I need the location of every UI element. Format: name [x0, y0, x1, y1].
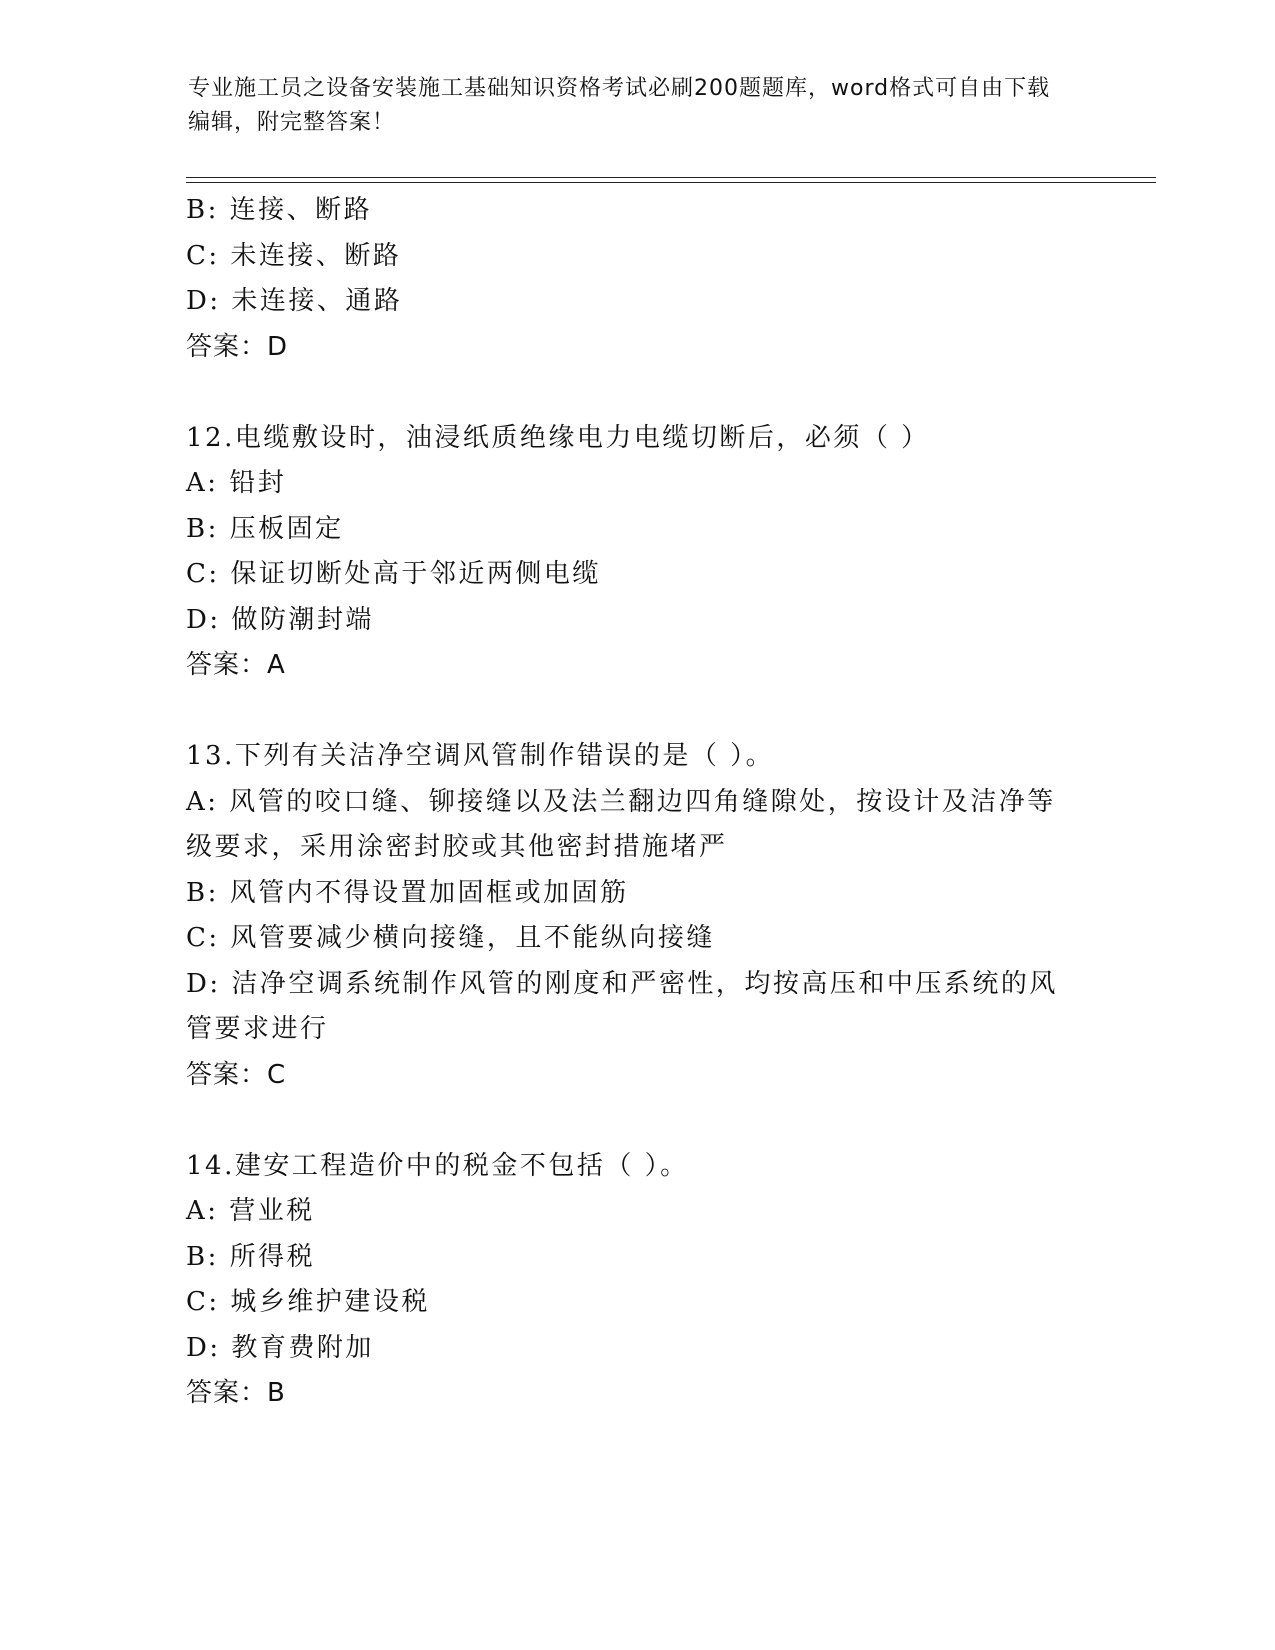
option-b: B: 压板固定	[186, 513, 344, 544]
option-a: A: 铅封	[186, 468, 287, 498]
option-c: C: 风管要减少横向接缝，且不能纵向接缝	[186, 923, 715, 953]
document-header: 专业施工员之设备安装施工基础知识资格考试必刷200题题库，word格式可自由下载编辑，附完整答案！	[188, 76, 1051, 135]
option-c: C: 保证切断处高于邻近两侧电缆	[186, 559, 601, 589]
header-rule-top	[186, 177, 1156, 178]
question-stem: 12.电缆敷设时，油浸纸质绝缘电力电缆切断后，必须（ ）	[186, 422, 930, 453]
option-c: C: 城乡维护建设税	[186, 1287, 430, 1317]
spacer	[186, 1098, 1076, 1144]
question-stem: 14.建安工程造价中的税金不包括（ ）。	[186, 1150, 689, 1181]
option-b: B: 风管内不得设置加固框或加固筋	[186, 877, 629, 908]
question-stem: 13.下列有关洁净空调风管制作错误的是（ ）。	[186, 741, 775, 771]
answer-line: 答案：A	[186, 650, 286, 680]
option-c: C: 未连接、断路	[186, 240, 402, 271]
document-body	[186, 188, 1076, 1417]
question-12	[186, 416, 1076, 689]
option-d: D: 教育费附加	[186, 1332, 374, 1363]
question-13	[186, 734, 1076, 1098]
header-rule-bottom	[186, 182, 1156, 183]
question-11-continuation	[186, 188, 1076, 370]
option-a: A: 风管的咬口缝、铆接缝以及法兰翻边四角缝隙处，按设计及洁净等级要求，采用涂密封胶或其他密封措施堵严	[186, 786, 1056, 862]
spacer	[186, 370, 1076, 416]
option-d: D: 做防潮封端	[186, 604, 374, 635]
option-d: D: 洁净空调系统制作风管的刚度和严密性，均按高压和中压系统的风管要求进行	[186, 968, 1058, 1044]
option-d: D: 未连接、通路	[186, 286, 403, 316]
option-b: B: 所得税	[186, 1241, 316, 1272]
answer-line: 答案：B	[186, 1378, 286, 1408]
question-14	[186, 1144, 1076, 1417]
answer-line: 答案：C	[186, 1059, 287, 1090]
option-b: B: 连接、断路	[186, 195, 373, 225]
answer-line: 答案：D	[186, 331, 289, 362]
spacer	[186, 689, 1076, 735]
option-a: A: 营业税	[186, 1196, 315, 1226]
